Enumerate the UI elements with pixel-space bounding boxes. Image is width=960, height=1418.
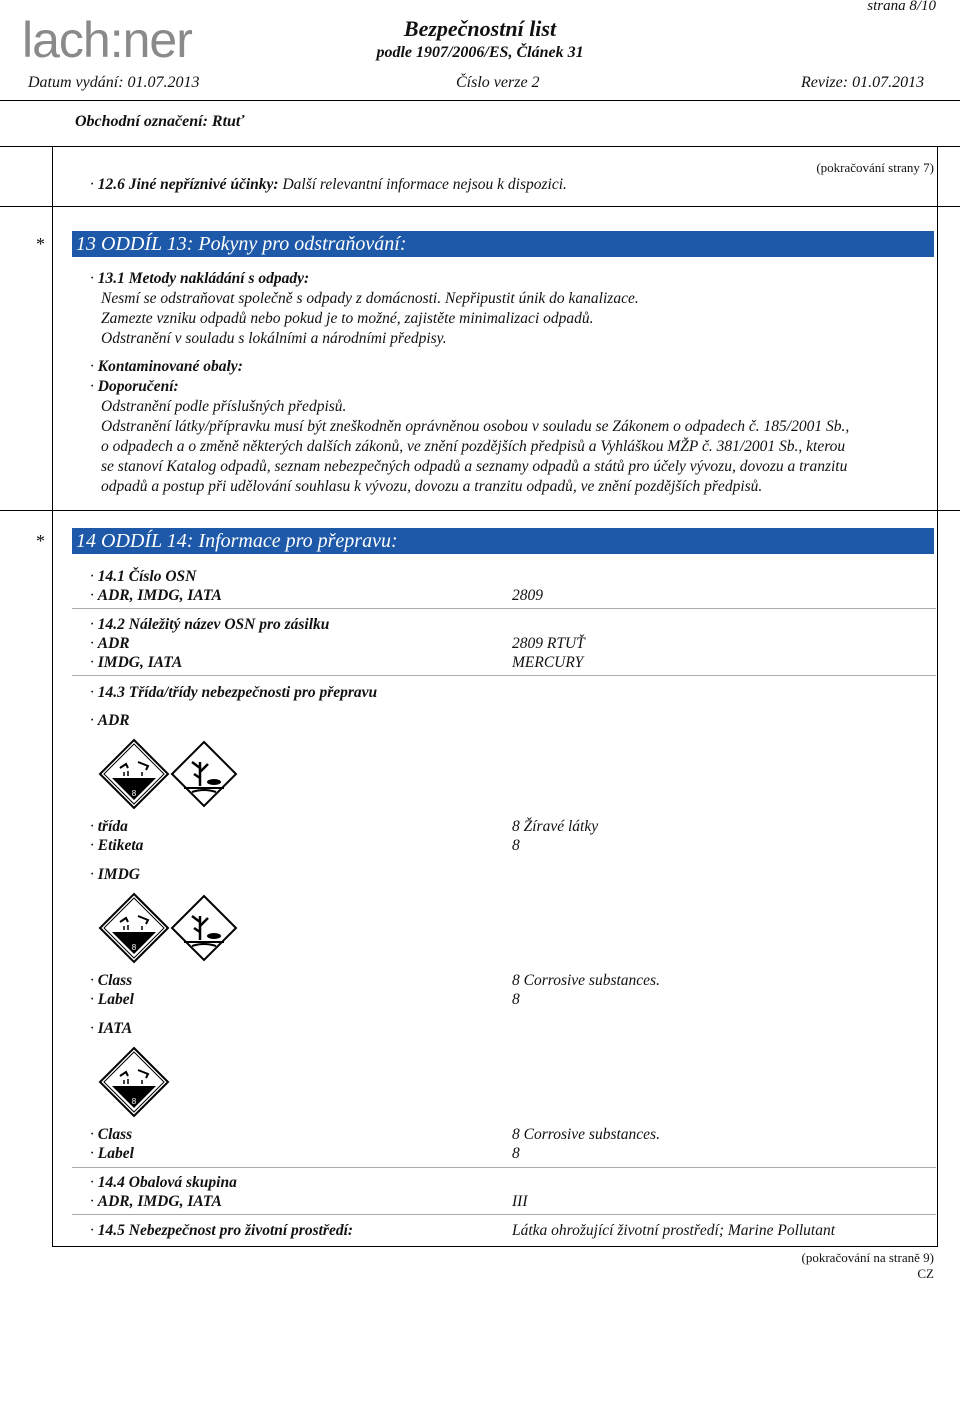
s13-line: Nesmí se odstraňovat společně s odpady z domácnosti. Nepřipustit únik do kanalizace.: [101, 290, 639, 307]
iata-label-row: · Label: [90, 1145, 134, 1162]
adr-etiketa-label: Etiketa: [97, 837, 144, 854]
imdg-label-row: · Label: [90, 991, 134, 1008]
adr-etiketa-row: · Etiketa: [90, 837, 144, 854]
s13-1-heading: · 13.1 Metody nakládání s odpady:: [90, 270, 310, 287]
adr-name-value: 2809 RTUŤ: [512, 635, 585, 652]
s14-3-label: 14.3 Třída/třídy nebezpečnosti pro přepravu: [97, 684, 378, 701]
s13-h3-label: Doporučení:: [97, 378, 179, 395]
imdg-iata-name-row: · IMDG, IATA: [90, 654, 183, 671]
iata-label-label: Label: [97, 1145, 134, 1162]
adr-heading: · ADR: [90, 712, 130, 729]
imdg-iata-name-label: IMDG, IATA: [97, 654, 183, 671]
s13-line: Odstranění podle příslušných předpisů.: [101, 398, 347, 415]
continued-from: (pokračování strany 7): [816, 160, 934, 175]
language-code: CZ: [917, 1266, 934, 1281]
imdg-class-value: 8 Corrosive substances.: [512, 972, 660, 989]
imdg-heading: · IMDG: [90, 866, 140, 883]
revision-date: Revize: 01.07.2013: [801, 74, 925, 91]
section-14-header: 14 ODDÍL 14: Informace pro přepravu:: [72, 528, 934, 554]
s13-line: Odstranění v souladu s lokálními a národními předpisy.: [101, 330, 447, 347]
imdg-label-value: 8: [512, 991, 520, 1008]
s13-h2-label: Kontaminované obaly:: [97, 358, 243, 375]
iata-label-value: 8: [512, 1145, 520, 1162]
pictogram-class-number: 8: [131, 943, 137, 952]
imdg-class-row: · Class: [90, 972, 133, 989]
recommendation-heading: · Doporučení:: [90, 378, 179, 395]
section-12-6: · 12.6 Jiné nepříznivé účinky: Další relevantní informace nejsou k dispozici.: [90, 176, 567, 193]
environment-pictogram: [168, 892, 240, 964]
s13-line: se stanoví Katalog odpadů, seznam nebezpečných odpadů a seznamy odpadů a států pro účely vývozu, dovozu a tranzitu: [101, 458, 848, 475]
s14-2-label: 14.2 Náležitý název OSN pro zásilku: [97, 616, 330, 633]
pictogram-class-number: 8: [131, 789, 137, 798]
s13-line: Odstranění látky/přípravku musí být zneškodněn oprávněnou osobou v souladu se Zákonem o odpadech č. 185/2001 Sb.,: [101, 418, 850, 435]
iata-class-label: Class: [97, 1126, 133, 1143]
un-number-label: ADR, IMDG, IATA: [97, 587, 222, 604]
s12-text: Další relevantní informace nejsou k dispozici.: [282, 176, 567, 193]
page-number: strana 8/10: [867, 0, 936, 14]
iata-label: IATA: [97, 1020, 133, 1037]
s13-line: odpadů a postup při udělování souhlasu k vývozu, dovozu a tranzitu odpadů, ve znění pozdějších předpisů.: [101, 478, 763, 495]
document-title: Bezpečnostní list: [403, 16, 557, 41]
imdg-label-label: Label: [97, 991, 134, 1008]
s12-label: 12.6 Jiné nepříznivé účinky:: [97, 176, 279, 193]
adr-etiketa-value: 8: [512, 837, 520, 854]
environment-pictogram: [168, 738, 240, 810]
s13-divider: [0, 510, 960, 511]
imdg-iata-name-value: MERCURY: [512, 654, 584, 671]
environmental-hazard-value: Látka ohrožující životní prostředí; Marine Pollutant: [512, 1222, 836, 1239]
company-logo: lach:ner: [22, 12, 192, 68]
iata-heading: · IATA: [90, 1020, 133, 1037]
s13-line: Zamezte vzniku odpadů nebo pokud je to možné, zajistěte minimalizaci odpadů.: [101, 310, 594, 327]
trade-name: Obchodní označení: Rtuť: [75, 113, 245, 130]
s13-1-label: 13.1 Metody nakládání s odpady:: [97, 270, 310, 287]
s14-1-label: 14.1 Číslo OSN: [97, 568, 197, 585]
row-divider: [72, 608, 936, 609]
row-divider: [72, 1214, 936, 1215]
s14-5-label: 14.5 Nebezpečnost pro životní prostředí:: [97, 1222, 354, 1239]
adr-class-label: třída: [97, 818, 128, 835]
s12-divider: [0, 206, 960, 207]
adr-class-row: · třída: [90, 818, 128, 835]
corrosive-pictogram: [98, 1046, 170, 1118]
pictogram-class-number: 8: [131, 1097, 137, 1106]
adr-name-row: · ADR: [90, 635, 130, 652]
iata-class-value: 8 Corrosive substances.: [512, 1126, 660, 1143]
section-13-header: 13 ODDÍL 13: Pokyny pro odstraňování:: [72, 231, 934, 257]
corrosive-pictogram: [98, 738, 170, 810]
imdg-class-label: Class: [97, 972, 133, 989]
s14-3-heading: · 14.3 Třída/třídy nebezpečnosti pro přepravu: [90, 684, 378, 701]
packing-group-row: · ADR, IMDG, IATA: [90, 1193, 222, 1210]
s14-1-heading: · 14.1 Číslo OSN: [90, 568, 197, 585]
adr-name-label: ADR: [97, 635, 130, 652]
s13-line: o odpadech a o změně některých dalších zákonů, ve znění pozdějších předpisů a Vyhláškou MŽP č. 381/2001 Sb., kterou: [101, 438, 846, 455]
contaminated-packaging-heading: · Kontaminované obaly:: [90, 358, 243, 375]
un-number-row: · ADR, IMDG, IATA: [90, 587, 222, 604]
adr-label: ADR: [97, 712, 130, 729]
change-marker: *: [36, 531, 45, 551]
change-marker: *: [36, 234, 45, 254]
issue-date: Datum vydání: 01.07.2013: [28, 74, 200, 91]
s14-4-label: 14.4 Obalová skupina: [97, 1174, 237, 1191]
continued-to: (pokračování na straně 9): [801, 1250, 934, 1265]
adr-class-value: 8 Žíravé látky: [512, 818, 599, 835]
version-number: Číslo verze 2: [456, 74, 540, 91]
un-number-value: 2809: [512, 587, 543, 604]
s14-4-heading: · 14.4 Obalová skupina: [90, 1174, 237, 1191]
packing-group-value: III: [512, 1193, 528, 1210]
imdg-label: IMDG: [97, 866, 140, 883]
s14-5-heading: · 14.5 Nebezpečnost pro životní prostředí:: [90, 1222, 354, 1239]
header-divider: [0, 100, 960, 101]
corrosive-pictogram: [98, 892, 170, 964]
s14-2-heading: · 14.2 Náležitý název OSN pro zásilku: [90, 616, 330, 633]
row-divider: [72, 1167, 936, 1168]
row-divider: [72, 675, 936, 676]
iata-class-row: · Class: [90, 1126, 133, 1143]
document-subtitle: podle 1907/2006/ES, Článek 31: [376, 44, 584, 61]
packing-group-label: ADR, IMDG, IATA: [97, 1193, 222, 1210]
